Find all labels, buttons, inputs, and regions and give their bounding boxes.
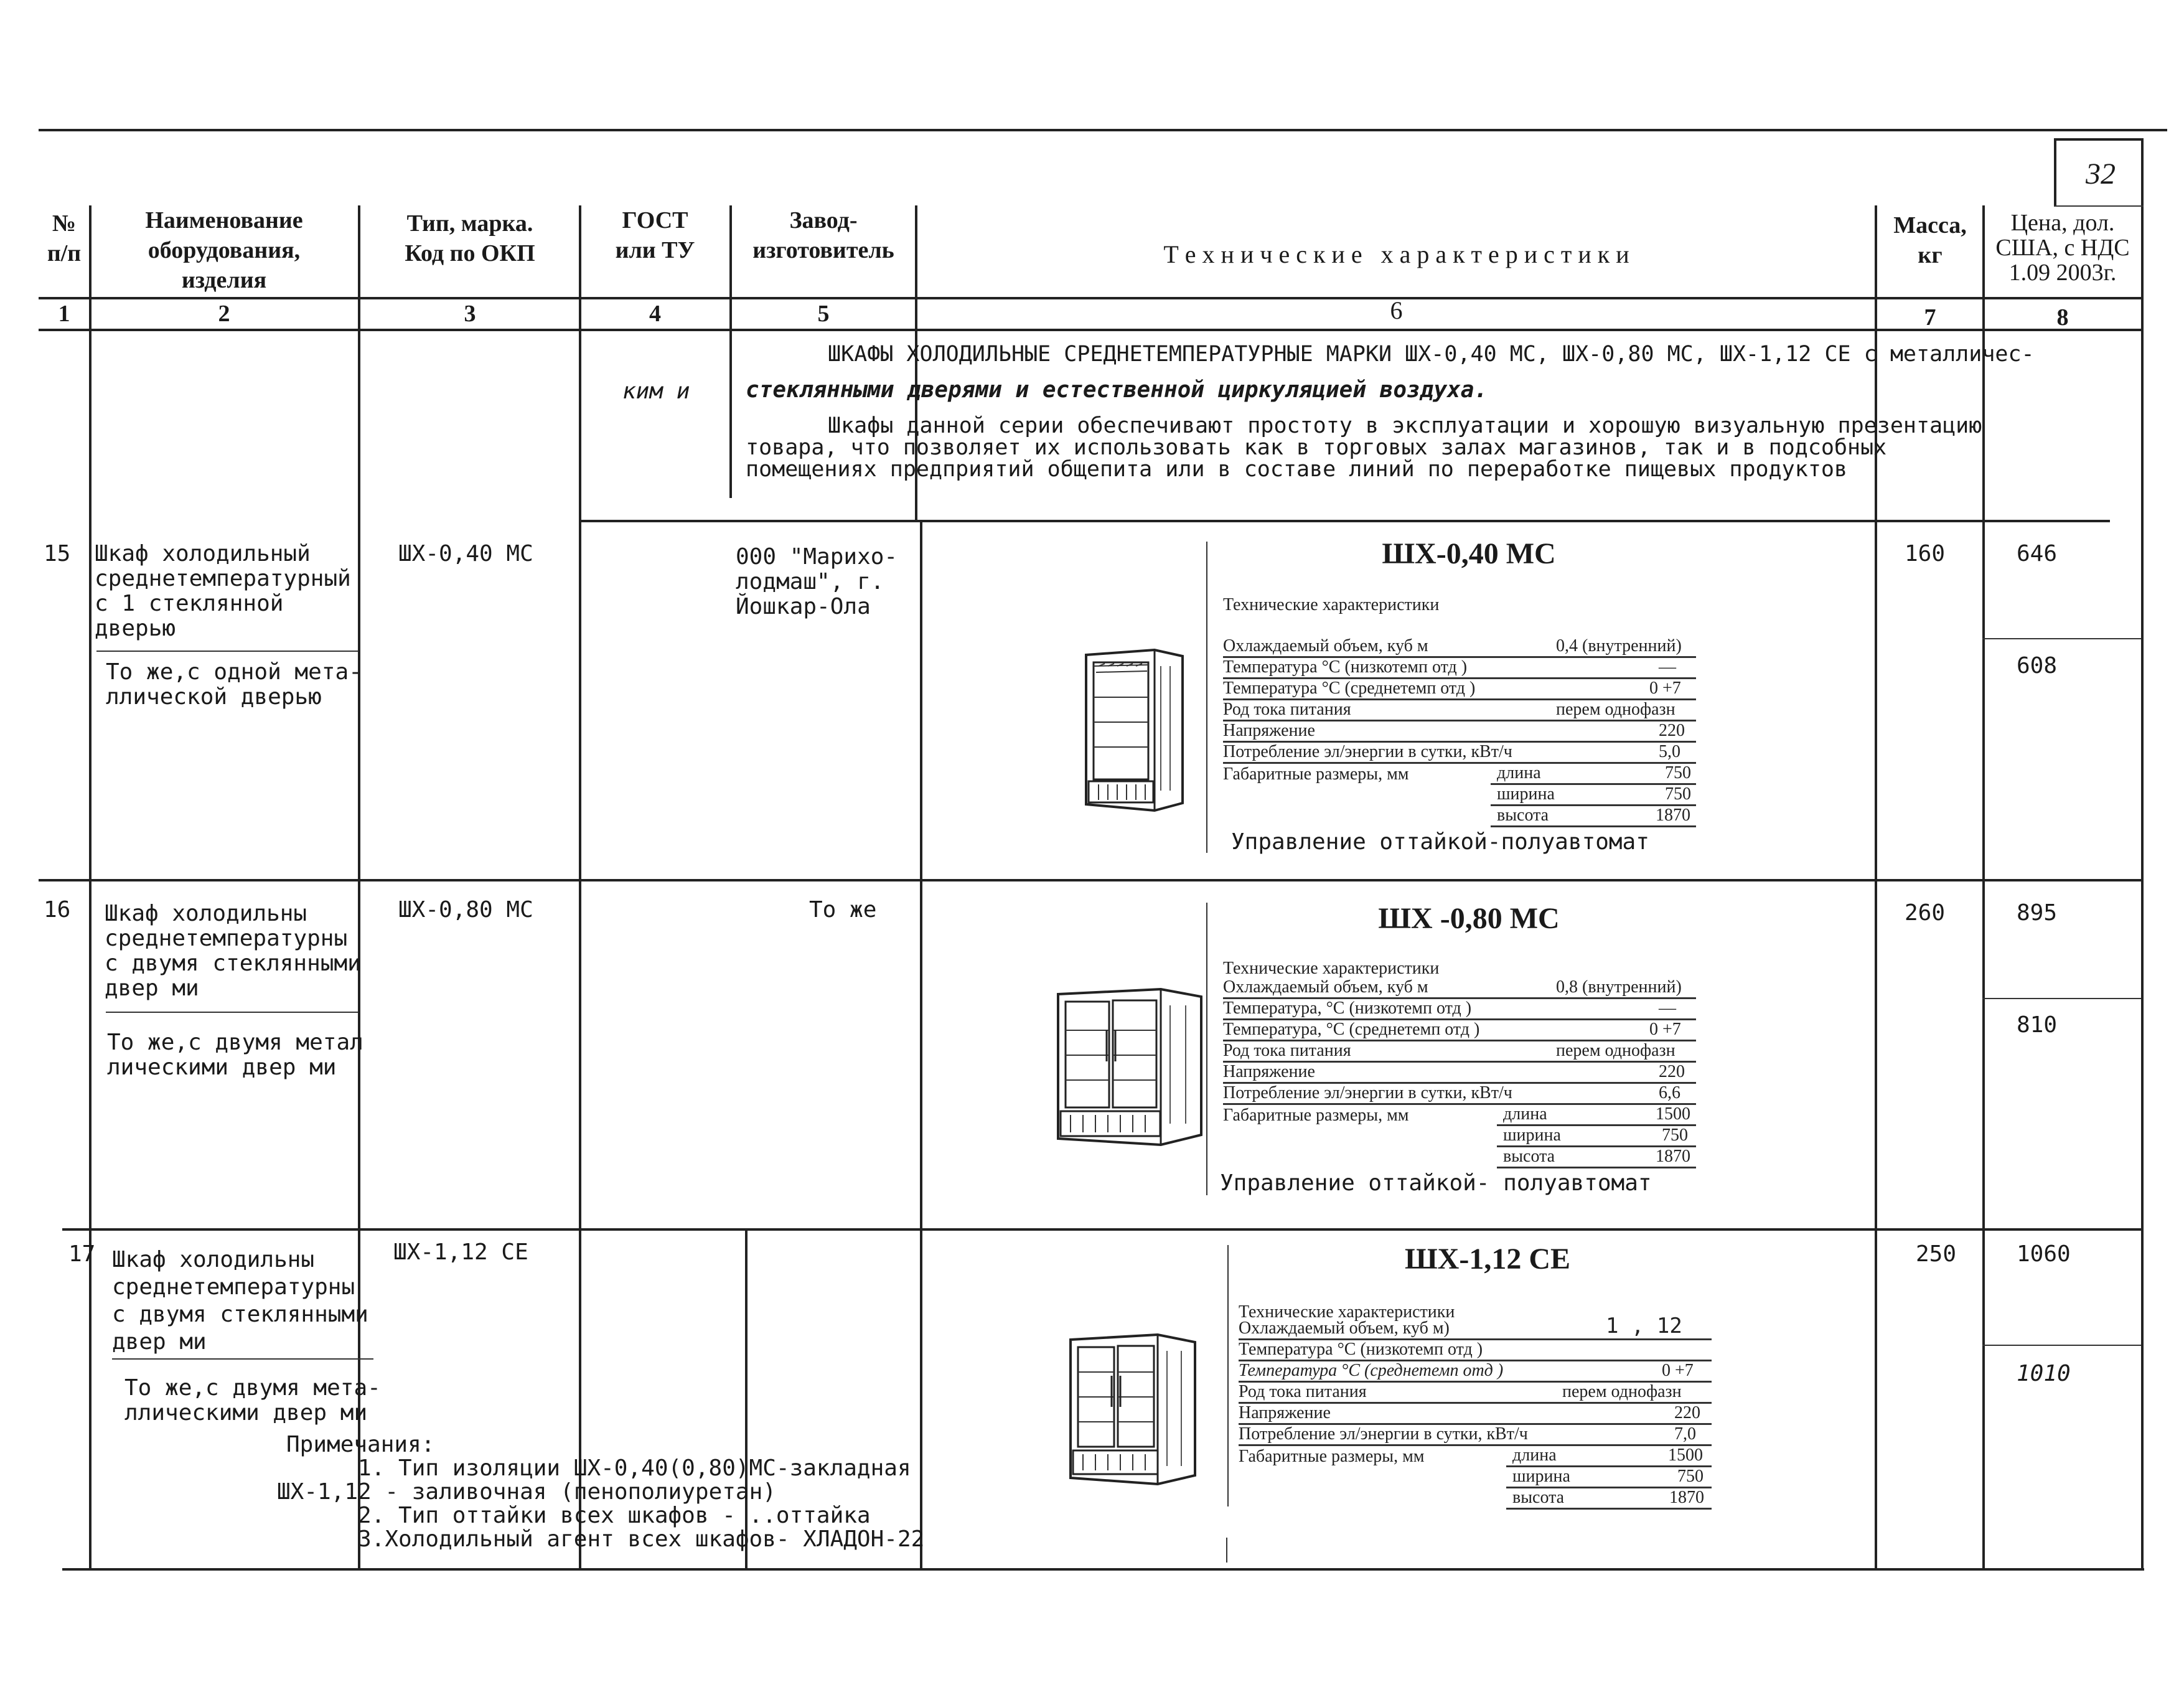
rule-row16: [39, 879, 2142, 881]
spec16-label: Охлаждаемый объем, куб м: [1223, 977, 1428, 997]
intro-line5: помещениях предприятий общепита или в составе линий по переработке пищевых продуктов: [746, 457, 1848, 482]
row17-price-alt: 1010: [2017, 1361, 2071, 1386]
row17-price: 1060: [2017, 1241, 2071, 1267]
spec15-model: ШХ-0,40 МС: [1382, 537, 1556, 570]
spec17-dim: [1506, 1444, 1712, 1467]
rule-row15: [579, 520, 2110, 522]
spec17-row: [1239, 1402, 1712, 1425]
spec17-row: [1239, 1338, 1712, 1361]
spec16-row: [1223, 1061, 1696, 1084]
spec15-value: 5,0: [1659, 742, 1680, 761]
spec16-dim: [1497, 1103, 1696, 1126]
row15-num: 15: [44, 541, 71, 566]
row15-maker: 000 "Марихо- лодмаш", г. Йошкар-Ола: [736, 544, 898, 619]
notes-title: Примечания:: [286, 1432, 435, 1457]
col-sep-8: [1982, 205, 1985, 1569]
spec16-row: [1223, 976, 1696, 999]
rule-row17: [62, 1228, 2141, 1231]
spec15-value: 0 +7: [1649, 679, 1681, 698]
notes-item-2: 2. Тип оттайки всех шкафов - ..оттайка: [358, 1503, 871, 1528]
row16-price-rule: [1982, 998, 2141, 999]
spec17-label: Охлаждаемый объем, куб м): [1239, 1318, 1450, 1338]
header-col7: Масса, кг: [1893, 212, 1967, 268]
spec15-label: Потребление эл/энергии в сутки, кВт/ч: [1223, 742, 1512, 761]
spec15-row: [1223, 656, 1696, 679]
spec16-label: Напряжение: [1223, 1062, 1315, 1081]
colnum-2: 2: [218, 301, 230, 327]
spec15-label: Температура °С (низкотемп отд ): [1223, 657, 1468, 677]
row15-sub-rule: [96, 651, 358, 652]
spec16-value: 220: [1659, 1062, 1685, 1081]
spec15-row: [1223, 741, 1696, 764]
spec17-row: [1239, 1360, 1712, 1383]
col-sep-3: [579, 205, 581, 1569]
row16-price-alt: 810: [2017, 1012, 2058, 1038]
row17-sub-rule: [112, 1358, 373, 1360]
row17-type: ШХ-1,12 СЕ: [393, 1239, 528, 1265]
spec17-value: 220: [1674, 1403, 1700, 1422]
row16-name: Шкаф холодильны среднетемпературны с двумя стеклянными двер ми: [105, 901, 361, 1001]
spec17-left-bar: [1227, 1245, 1229, 1506]
spec16-dim-value: 1870: [1656, 1147, 1690, 1166]
spec16-heading: Технические характеристики: [1223, 959, 1440, 978]
fridge-icon: [1052, 987, 1207, 1149]
spec17-dims-label: Габаритные размеры, мм: [1239, 1447, 1425, 1466]
spec16-left-bar: [1206, 903, 1207, 1195]
spec15-value: перем однофазн: [1556, 700, 1675, 719]
col-sep-2: [358, 205, 360, 1569]
intro-line1: ШКАФЫ ХОЛОДИЛЬНЫЕ СРЕДНЕТЕМПЕРАТУРНЫЕ МАРКИ ШХ-0,40 МС, ШХ-0,80 МС, ШХ-1,12 СЕ с металличес-: [828, 342, 2035, 367]
spec16-model: ШХ -0,80 МС: [1378, 902, 1560, 935]
row15-type: ШХ-0,40 МС: [398, 541, 533, 566]
spec16-footer: Управление оттайкой- полуавтомат: [1220, 1170, 1652, 1196]
colnum-7: 7: [1924, 304, 1936, 331]
spec17-dim-value: 1870: [1669, 1488, 1704, 1507]
fridge-icon: [1080, 647, 1192, 815]
row16-name-alt: То же,с двумя метал лическими двер ми: [107, 1030, 363, 1080]
spec17-dim-label: ширина: [1512, 1467, 1570, 1486]
spec15-row: [1223, 698, 1696, 721]
spec17-row: [1239, 1314, 1712, 1340]
spec15-dim-label: длина: [1497, 763, 1541, 783]
spec15-dim: [1491, 804, 1696, 827]
colnum-1: 1: [58, 301, 70, 327]
spec16-label: Род тока питания: [1223, 1041, 1351, 1060]
header-col6: Т е х н и ч е с к и е х а р а к т е р и с т и к и: [1163, 240, 1629, 268]
row17-mass: 250: [1916, 1241, 1957, 1267]
spec16-dim: [1497, 1145, 1696, 1168]
spec16-label: Температура, °С (среднетемп отд ): [1223, 1020, 1480, 1039]
spec15-dim: [1491, 762, 1696, 785]
row16-price: 895: [2017, 900, 2058, 926]
spec17-label: Температура °С (низкотемп отд ): [1239, 1340, 1483, 1359]
col-sep-5b: [920, 520, 922, 1568]
header-col4: ГОСТ или ТУ: [615, 207, 695, 263]
spec17-table: [1239, 1302, 1736, 1526]
spec16-label: Температура, °С (низкотемп отд ): [1223, 999, 1472, 1018]
spec16-dim-label: ширина: [1503, 1126, 1561, 1145]
spec15-label: Напряжение: [1223, 721, 1315, 740]
colnum-5: 5: [817, 301, 830, 327]
col-sep-7: [1875, 205, 1877, 1569]
spec17-dim: [1506, 1487, 1712, 1510]
spec15-heading: Технические характеристики: [1223, 595, 1440, 614]
notes-item-1b: ШХ-1,12 - заливочная (пенополиуретан): [277, 1479, 776, 1505]
row16-mass: 260: [1905, 900, 1946, 926]
spec15-table: [1223, 591, 1721, 828]
spec15-row: [1223, 635, 1696, 658]
intro-line2a: ким и: [622, 378, 690, 404]
header-col1: № п/п: [47, 210, 82, 266]
spec17-dim-value: 750: [1677, 1467, 1704, 1486]
spec17-row: [1239, 1423, 1712, 1446]
spec15-dim-value: 750: [1665, 784, 1691, 804]
row16-num: 16: [44, 897, 71, 923]
spec15-row: [1223, 720, 1696, 743]
spec15-left-bar: [1206, 542, 1207, 853]
spec17-value: 7,0: [1674, 1424, 1696, 1444]
intro-line3: Шкафы данной серии обеспечивают простоту в эксплуатации и хорошую визуальную презентацию: [828, 413, 1982, 438]
row15-name-alt: То же,с одной мета- ллической дверью: [106, 659, 362, 710]
pagebox-top: [2054, 138, 2144, 141]
spec17-value: 1 , 12: [1606, 1314, 1682, 1338]
row16-maker: То же: [809, 897, 877, 923]
spec15-label: Род тока питания: [1223, 700, 1351, 719]
spec16-row: [1223, 1018, 1696, 1041]
colnum-3: 3: [464, 301, 476, 327]
row17-name-alt: То же,с двумя мета- ллическими двер ми: [124, 1375, 381, 1426]
spec16-value: 0 +7: [1649, 1020, 1681, 1039]
header-col5: Завод- изготовитель: [752, 207, 894, 263]
header-col8: Цена, дол. США, с НДС 1.09 2003г.: [1995, 210, 2130, 286]
spec16-value: перем однофазн: [1556, 1041, 1675, 1060]
spec15-dim-value: 1870: [1656, 806, 1690, 825]
spec16-row: [1223, 997, 1696, 1020]
pagebox-left: [2054, 138, 2056, 207]
spec17-left-bar-tail: [1226, 1538, 1227, 1563]
spec15-footer: Управление оттайкой-полуавтомат: [1231, 829, 1649, 855]
spec17-label: Напряжение: [1239, 1403, 1331, 1422]
col-sep-1: [89, 205, 91, 1569]
spec16-table: [1223, 959, 1721, 1195]
row15-price: 646: [2017, 541, 2058, 566]
header-col3: Тип, марка. Код по ОКП: [405, 210, 535, 266]
spec16-value: —: [1659, 999, 1676, 1018]
intro-line4: товара, что позволяет их использовать как в торговых залах магазинов, так и в подсобных: [746, 435, 1887, 460]
spec16-row: [1223, 1082, 1696, 1105]
row15-mass: 160: [1905, 541, 1946, 566]
spec15-value: 0,4 (внутренний): [1556, 636, 1682, 656]
spec15-label: Охлаждаемый объем, куб м: [1223, 636, 1428, 656]
spec17-value: 0 +7: [1662, 1361, 1694, 1380]
row15-name: Шкаф холодильный среднетемпературный с 1 стеклянной дверью: [95, 541, 351, 641]
spec15-dim-label: ширина: [1497, 784, 1555, 804]
spec17-label: Род тока питания: [1239, 1382, 1367, 1401]
spec16-row: [1223, 1040, 1696, 1063]
colnum-rule: [39, 329, 2142, 331]
row17-name: Шкаф холодильны среднетемпературны с двумя стеклянными двер ми: [112, 1247, 368, 1355]
bottom-rule: [62, 1568, 2144, 1571]
spec17-model: ШХ-1,12 СЕ: [1404, 1243, 1571, 1276]
spec15-dims-label: Габаритные размеры, мм: [1223, 764, 1409, 784]
spec17-value: перем однофазн: [1562, 1382, 1682, 1401]
fridge-icon: [1064, 1332, 1201, 1488]
spec17-dim-label: длина: [1512, 1445, 1557, 1465]
intro-line2b: стеклянными дверями и естественной циркуляцией воздуха.: [746, 377, 1488, 403]
spec15-value: —: [1659, 657, 1676, 677]
spec16-dim-label: высота: [1503, 1147, 1555, 1166]
spec17-label: Температура °С (среднетемп отд ): [1239, 1361, 1504, 1380]
colnum-8: 8: [2056, 304, 2069, 331]
spec15-dim-value: 750: [1665, 763, 1691, 783]
header-col2: Наименование оборудования, изделия: [145, 207, 303, 293]
row15-price-alt: 608: [2017, 653, 2058, 679]
spec15-label: Температура °С (среднетемп отд ): [1223, 679, 1476, 698]
page-number: 32: [2086, 157, 2116, 190]
spec17-heading: Технические характеристики: [1239, 1302, 1455, 1322]
row17-num: 17: [68, 1241, 96, 1267]
spec17-dim: [1506, 1465, 1712, 1488]
spec17-dim-value: 1500: [1668, 1445, 1703, 1465]
notes-item-1: 1. Тип изоляции ШХ-0,40(0,80)МС-закладная: [358, 1455, 911, 1481]
row15-price-rule: [1982, 638, 2141, 639]
spec15-dim: [1491, 783, 1696, 806]
spec17-dim-label: высота: [1512, 1488, 1565, 1507]
pagebox-bottom: [2054, 205, 2144, 207]
spec16-dim: [1497, 1124, 1696, 1147]
spec17-label: Потребление эл/энергии в сутки, кВт/ч: [1239, 1424, 1528, 1444]
spec16-value: 6,6: [1659, 1083, 1680, 1102]
spec15-dim-label: высота: [1497, 806, 1549, 825]
spec16-label: Потребление эл/энергии в сутки, кВт/ч: [1223, 1083, 1512, 1102]
spec16-dims-label: Габаритные размеры, мм: [1223, 1106, 1409, 1125]
colnum-4: 4: [649, 301, 661, 327]
pagebox-right: [2141, 138, 2144, 1568]
spec16-value: 0,8 (внутренний): [1556, 977, 1682, 997]
row17-price-rule: [1982, 1345, 2141, 1346]
spec16-dim-label: длина: [1503, 1104, 1547, 1124]
notes-item-3: 3.Холодильный агент всех шкафов- ХЛАДОН-22: [358, 1526, 925, 1552]
spec16-dim-value: 750: [1662, 1126, 1688, 1145]
spec17-row: [1239, 1381, 1712, 1404]
top-rule: [39, 129, 2167, 131]
spec15-value: 220: [1659, 721, 1685, 740]
spec15-row: [1223, 677, 1696, 700]
row16-sub-rule: [106, 1012, 358, 1013]
spec16-dim-value: 1500: [1656, 1104, 1690, 1124]
row16-type: ШХ-0,80 МС: [398, 897, 533, 923]
colnum-6: 6: [1390, 296, 1403, 324]
